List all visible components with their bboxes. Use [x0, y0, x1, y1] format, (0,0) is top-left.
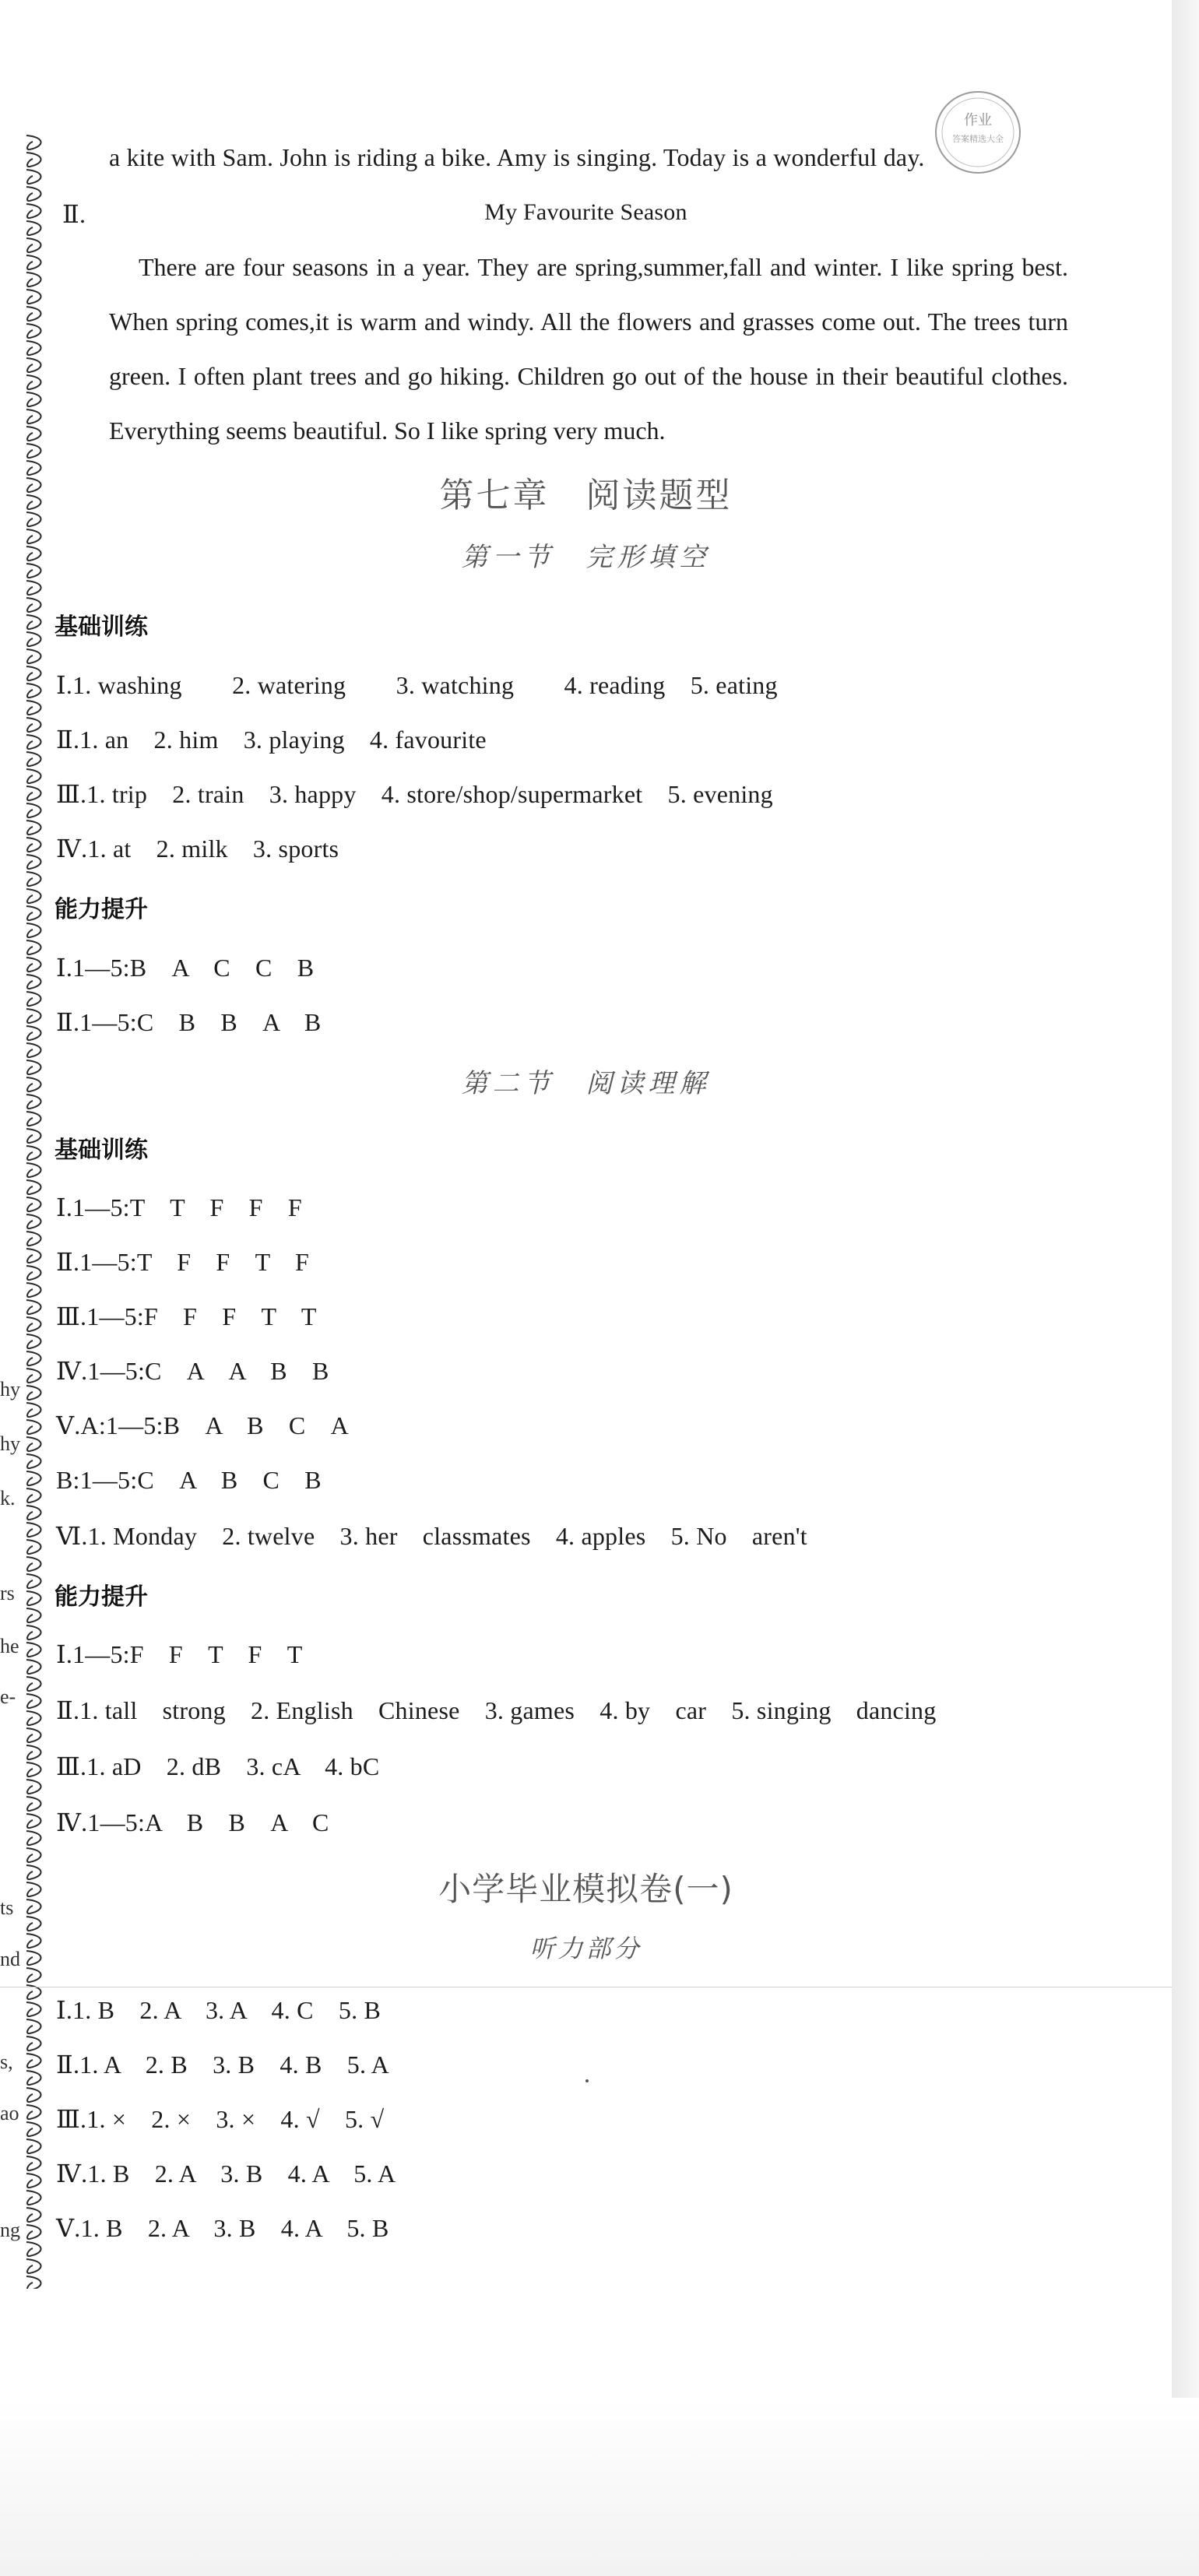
- binding-loop: [26, 838, 41, 852]
- binding-loop: [26, 1009, 41, 1023]
- binding-loop: [26, 2242, 41, 2256]
- binding-loop: [26, 1643, 41, 1657]
- binding-loop: [26, 1677, 41, 1691]
- binding-loop: [26, 1420, 41, 1434]
- binding-loop: [26, 427, 41, 441]
- answer-line: Ⅰ.1. washing 2. watering 3. watching 4. reading 5. eating: [56, 671, 778, 699]
- binding-loop: [26, 1694, 41, 1708]
- essay-paragraph: There are four seasons in a year. They are spring,summer,fall and winter. I like spring best. When spring comes,it is warm and windy. All the flowers and grasses come out. The trees turn green. I often plant trees and go hiking. Children go out of the house in their beautiful clothes. Everything seems beautiful. So I like spring very much.: [109, 253, 1068, 445]
- binding-loop: [26, 581, 41, 595]
- binding-loop: [26, 769, 41, 783]
- subheading-basic: 基础训练: [54, 1137, 148, 1164]
- binding-loop: [26, 341, 41, 355]
- binding-loop: [26, 1831, 41, 1845]
- answer-line: Ⅱ.1. an 2. him 3. playing 4. favourite: [56, 726, 487, 754]
- binding-loop: [26, 2259, 41, 2273]
- stray-dot: [585, 2079, 589, 2082]
- answer-line: B:1—5:C A B C B: [56, 1466, 322, 1494]
- binding-loop: [26, 1711, 41, 1725]
- bottom-shadow: [0, 2398, 1199, 2576]
- binding-loop: [26, 1506, 41, 1520]
- binding-loop: [26, 2105, 41, 2119]
- binding-loop: [26, 1317, 41, 1331]
- edge-fragment: ng: [0, 2219, 20, 2241]
- edge-fragment: k.: [0, 1487, 16, 1509]
- answer-line: Ⅳ.1. B 2. A 3. B 4. A 5. A: [56, 2160, 396, 2188]
- listening-title: 听力部分: [529, 1934, 642, 1963]
- answer-line: Ⅴ.1. B 2. A 3. B 4. A 5. B: [56, 2214, 389, 2242]
- binding-loop: [26, 1249, 41, 1263]
- binding-loop: [26, 2225, 41, 2239]
- binding-loop: [26, 444, 41, 458]
- answer-line: Ⅱ.1—5:C B B A B: [56, 1008, 322, 1036]
- binding-loop: [26, 855, 41, 869]
- stamp-line2: 答案精选大全: [952, 134, 1004, 144]
- binding-loop: [26, 1369, 41, 1383]
- binding-loop: [26, 1437, 41, 1451]
- binding-loop: [26, 1146, 41, 1160]
- binding-loop: [26, 1745, 41, 1759]
- binding-loop: [26, 2019, 41, 2033]
- binding-loop: [26, 2122, 41, 2136]
- binding-loop: [26, 1728, 41, 1742]
- answer-line: Ⅳ.1. at 2. milk 3. sports: [56, 835, 339, 863]
- binding-loop: [26, 2002, 41, 2016]
- binding-loop: [26, 324, 41, 338]
- binding-loop: [26, 1968, 41, 1982]
- binding-loop: [26, 1660, 41, 1674]
- binding-loop: [26, 958, 41, 972]
- binding-loop: [26, 2174, 41, 2188]
- stamp-line1: 作业: [964, 112, 992, 128]
- essay-title: My Favourite Season: [484, 199, 687, 225]
- edge-fragment: s,: [0, 2051, 13, 2073]
- binding-loop: [26, 1026, 41, 1040]
- answer-line: Ⅱ.1. tall strong 2. English Chinese 3. games 4. by car 5. singing dancing: [56, 1696, 937, 1724]
- binding-loop: [26, 1591, 41, 1605]
- edge-fragment: ts: [0, 1896, 14, 1919]
- answer-line: Ⅱ.1—5:T F F T F: [56, 1248, 309, 1276]
- section-title: 第二节 阅读理解: [461, 1068, 711, 1099]
- page-edge-shadow: [1172, 0, 1199, 2576]
- answer-line: Ⅰ.1—5:F F T F T: [56, 1640, 303, 1668]
- binding-loop: [26, 272, 41, 286]
- binding-loop: [26, 940, 41, 954]
- binding-loop: [26, 2191, 41, 2205]
- binding-loop: [26, 1129, 41, 1143]
- binding-loop: [26, 889, 41, 903]
- binding-loop: [26, 992, 41, 1006]
- chapter-title: 第七章 阅读题型: [439, 476, 733, 515]
- binding-loop: [26, 1112, 41, 1126]
- binding-loop: [26, 375, 41, 389]
- binding-loop: [26, 135, 41, 149]
- binding-loop: [26, 255, 41, 269]
- binding-loop: [26, 684, 41, 698]
- edge-fragment: ao: [0, 2102, 19, 2124]
- binding-loop: [26, 906, 41, 920]
- binding-loop: [26, 1540, 41, 1554]
- binding-loop: [26, 2088, 41, 2102]
- binding-loop: [26, 2156, 41, 2170]
- binding-loop: [26, 1814, 41, 1828]
- binding-loop: [26, 1797, 41, 1811]
- binding-loop: [26, 290, 41, 304]
- answer-line: Ⅳ.1—5:C A A B B: [56, 1357, 329, 1385]
- binding-loop: [26, 615, 41, 629]
- binding-loop: [26, 1351, 41, 1365]
- binding-loop: [26, 803, 41, 817]
- binding-loop: [26, 1386, 41, 1400]
- essay-body: [109, 240, 1068, 458]
- edge-fragment: hy: [0, 1378, 20, 1400]
- binding-loop: [26, 1232, 41, 1246]
- answer-line: Ⅰ.1. B 2. A 3. A 4. C 5. B: [56, 1996, 382, 2024]
- binding-loop: [26, 923, 41, 937]
- answer-line: Ⅳ.1—5:A B B A C: [56, 1808, 329, 1836]
- binding-loop: [26, 1523, 41, 1537]
- binding-loop: [26, 1557, 41, 1571]
- binding-loop: [26, 1762, 41, 1776]
- edge-fragment: hy: [0, 1432, 20, 1455]
- answer-line: Ⅰ.1—5:B A C C B: [56, 954, 315, 982]
- binding-loop: [26, 1471, 41, 1485]
- answer-line: Ⅲ.1—5:F F F T T: [56, 1302, 317, 1330]
- binding-loop: [26, 2276, 41, 2289]
- edge-fragment: rs: [0, 1582, 15, 1604]
- binding-loop: [26, 1780, 41, 1794]
- answer-line: Ⅰ.1—5:T T F F F: [56, 1193, 302, 1221]
- binding-loop: [26, 1197, 41, 1211]
- binding-loop: [26, 1403, 41, 1417]
- binding-loop: [26, 752, 41, 766]
- binding-loop: [26, 786, 41, 800]
- subheading-improve: 能力提升: [54, 1583, 148, 1611]
- binding-loop: [26, 2208, 41, 2222]
- binding-loop: [26, 649, 41, 663]
- answer-line: Ⅱ.1. A 2. B 3. B 4. B 5. A: [56, 2051, 389, 2079]
- binding-loop: [26, 872, 41, 886]
- binding-loop: [26, 238, 41, 252]
- binding-loop: [26, 170, 41, 184]
- binding-loop: [26, 307, 41, 321]
- binding-loop: [26, 1266, 41, 1280]
- answer-line: Ⅲ.1. aD 2. dB 3. cA 4. bC: [56, 1752, 380, 1780]
- binding-loop: [26, 598, 41, 612]
- mock-title: 小学毕业模拟卷(一): [438, 1870, 733, 1908]
- binding-loop: [26, 358, 41, 372]
- binding-loop: [26, 1488, 41, 1502]
- essay-numeral: Ⅱ.: [62, 200, 86, 228]
- binding-loop: [26, 2054, 41, 2068]
- binding-loop: [26, 1180, 41, 1194]
- binding-loop: [26, 2037, 41, 2051]
- section-title: 第一节 完形填空: [461, 542, 711, 573]
- binding-loop: [26, 1214, 41, 1228]
- edge-fragment: nd: [0, 1948, 20, 1970]
- binding-loop: [26, 1625, 41, 1639]
- answer-line: Ⅵ.1. Monday 2. twelve 3. her classmates 4. apples 5. No aren't: [56, 1522, 807, 1550]
- answer-line: Ⅲ.1. × 2. × 3. × 4. √ 5. √: [56, 2105, 385, 2133]
- answer-line: Ⅴ.A:1—5:B A B C A: [56, 1411, 349, 1439]
- answer-line: Ⅲ.1. trip 2. train 3. happy 4. store/shop/supermarket 5. evening: [56, 780, 773, 808]
- watermark-stamp: [931, 87, 1025, 179]
- binding-loop: [26, 975, 41, 989]
- binding-loop: [26, 409, 41, 423]
- edge-fragment: he: [0, 1635, 19, 1657]
- binding-loop: [26, 2139, 41, 2153]
- subheading-basic: 基础训练: [54, 613, 148, 641]
- binding-loop: [26, 1574, 41, 1588]
- subheading-improve: 能力提升: [54, 896, 148, 923]
- binding-loop: [26, 2071, 41, 2085]
- binding-loop: [26, 735, 41, 749]
- binding-loop: [26, 666, 41, 680]
- binding-loop: [26, 1848, 41, 1862]
- binding-loop: [26, 1163, 41, 1177]
- binding-loop: [26, 1300, 41, 1314]
- binding-loop: [26, 1454, 41, 1468]
- binding-loop: [26, 1043, 41, 1057]
- binding-loop: [26, 1334, 41, 1348]
- binding-loop: [26, 718, 41, 732]
- binding-loop: [26, 392, 41, 406]
- binding-strip: [22, 132, 50, 2289]
- binding-loop: [26, 1608, 41, 1622]
- binding-loop: [26, 153, 41, 167]
- binding-loop: [26, 632, 41, 646]
- binding-loop: [26, 1283, 41, 1297]
- continuation-line: a kite with Sam. John is riding a bike. Amy is singing. Today is a wonderful day.: [109, 143, 925, 171]
- binding-loop: [26, 701, 41, 715]
- binding-loop: [26, 821, 41, 835]
- edge-fragment: e-: [0, 1685, 16, 1708]
